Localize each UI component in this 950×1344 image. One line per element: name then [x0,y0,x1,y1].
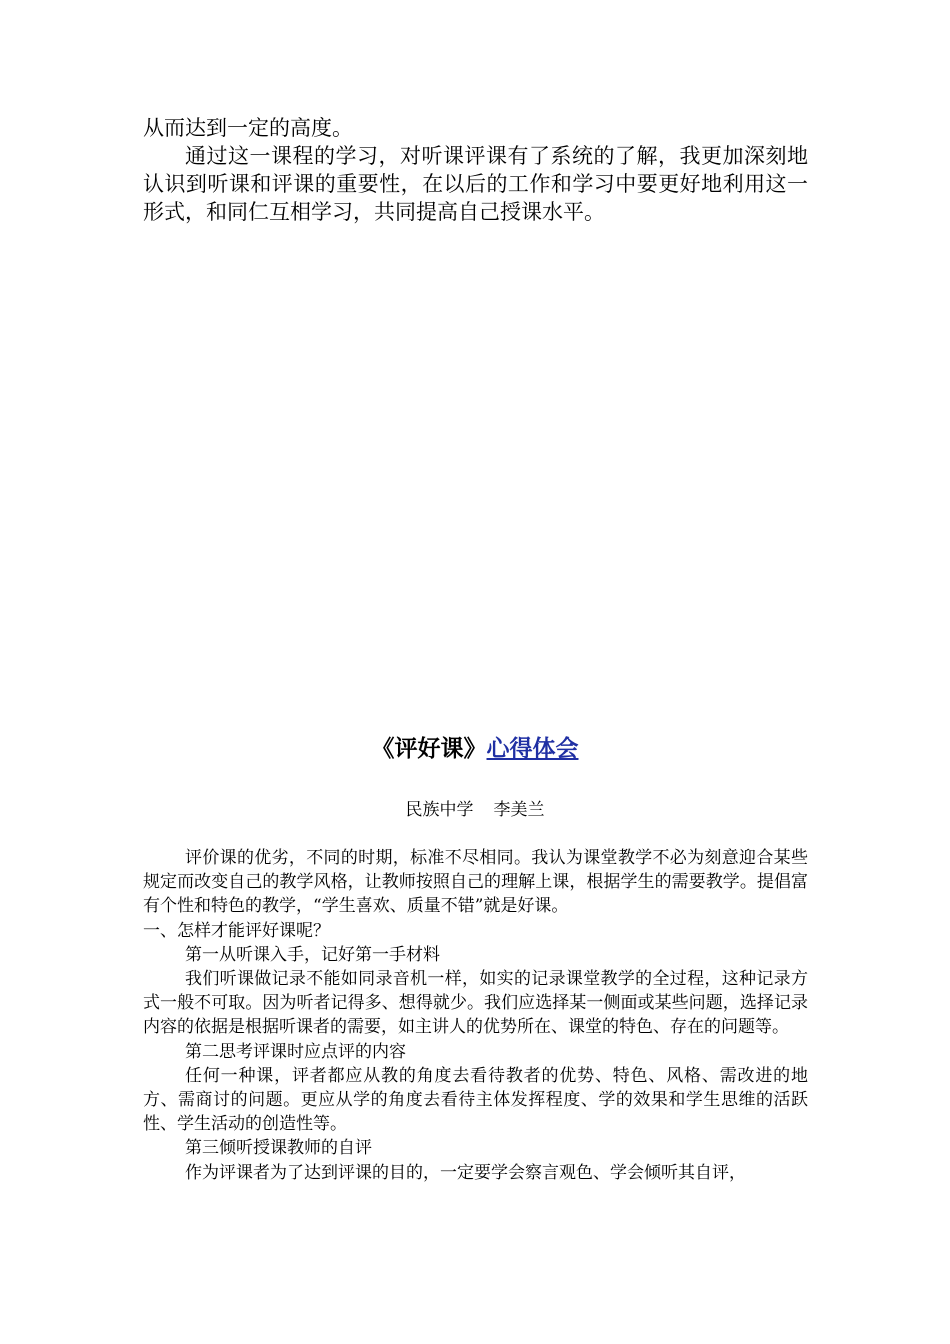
article-body [143,846,808,1185]
paragraph-intro: 评价课的优劣，不同的时期，标准不尽相同。我认为课堂教学不必为刻意迎合某些规定而改变自己的教学风格，让教师按照自己的理解上课，根据学生的需要教学。提倡富有个性和特色的教学，“学生喜欢、质量不错”就是好课。 [143,848,808,917]
subheading-first: 第一从听课入手，记好第一手材料 [185,944,440,965]
continued-section [143,114,808,226]
school-name: 民族中学 [405,800,474,820]
paragraph-first: 我们听课做记录不能如同录音机一样，如实的记录课堂教学的全过程，这种记录方式一般不可取。因为听者记得多、想得就少。我们应选择某一侧面或某些问题，选择记录内容的依据是根据听课者的需要，如主讲人的优势所在、课堂的特色、存在的问题等。 [143,969,808,1038]
paragraph-second: 任何一种课，评者都应从教的角度去看待教者的优势、特色、风格、需改进的地方、需商讨的问题。更应从学的角度去看待主体发挥程度、学的效果和学生思维的活跃性、学生活动的创造性等。 [143,1065,808,1135]
title-link[interactable]: 心得体会 [486,735,579,762]
subheading-second: 第二思考评课时应点评的内容 [185,1041,406,1062]
paragraph-continued: 从而达到一定的高度。 [143,116,353,140]
author-name: 李美兰 [493,800,545,820]
heading-question: 一、怎样才能评好课呢？ [143,920,330,941]
article-title [0,732,950,766]
paragraph-summary: 通过这一课程的学习，对听课评课有了系统的了解，我更加深刻地认识到听课和评课的重要性，在以后的工作和学习中要更好地利用这一形式，和同仁互相学习，共同提高自己授课水平。 [143,144,808,224]
paragraph-third: 作为评课者为了达到评课的目的，一定要学会察言观色、学会倾听其自评， [185,1162,746,1183]
author-line [0,797,950,823]
subheading-third: 第三倾听授课教师的自评 [185,1138,372,1159]
title-text: 《评好课》 [371,735,487,762]
